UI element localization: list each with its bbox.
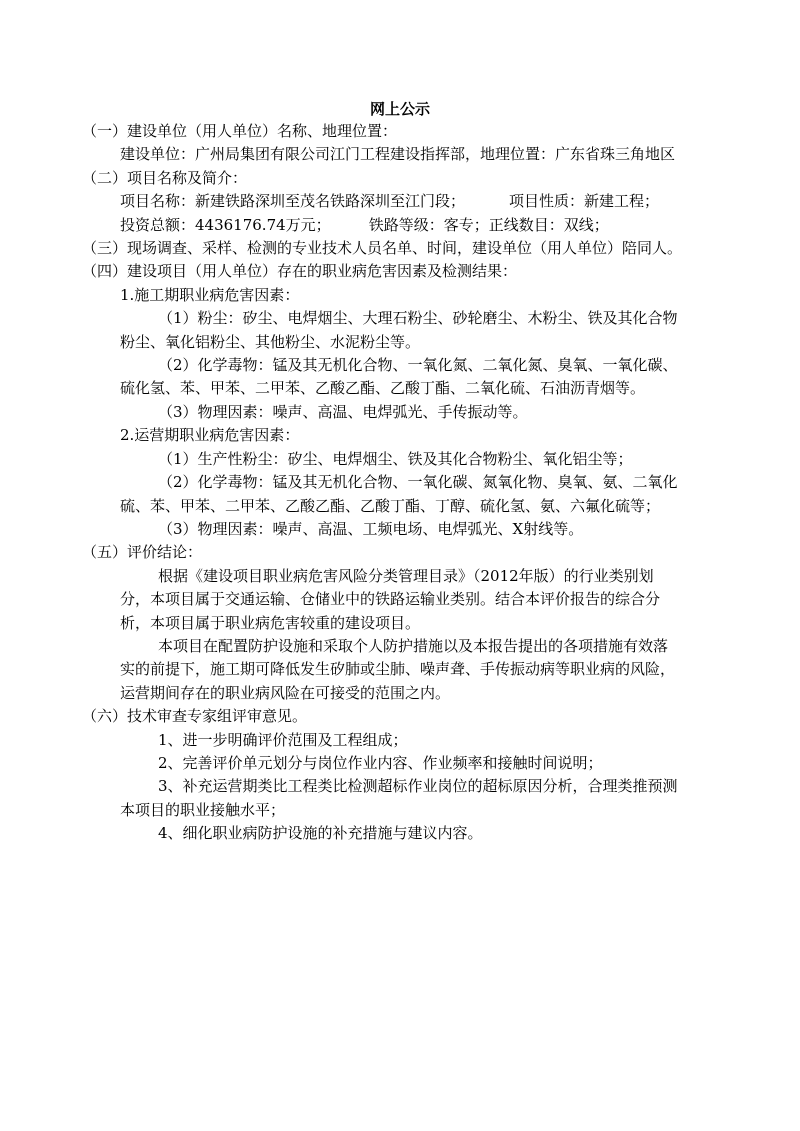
section-4-heading: （四）建设项目（用人单位）存在的职业病危害因素及检测结果： bbox=[82, 262, 518, 281]
section-5-heading: （五）评价结论： bbox=[82, 543, 203, 562]
section-2-line-1 bbox=[82, 190, 682, 213]
project-name: 项目名称：新建铁路深圳至茂名铁路深圳至江门段； bbox=[120, 192, 466, 211]
section-2-heading: （二）项目名称及简介： bbox=[82, 168, 248, 187]
review-item-2: 2、完善评价单元划分与岗位作业内容、作业频率和接触时间说明； bbox=[158, 753, 603, 772]
operation-period-heading: 2.运营期职业病危害因素： bbox=[120, 426, 300, 445]
conclusion-paragraph-2: 本项目在配置防护设施和采取个人防护措施以及本报告提出的各项措施有效落实的前提下，施工期可降低发生矽肺或尘肺、噪声聋、手传振动病等职业病的风险，运营期间存在的职业病风险在可接受的范围之内。 bbox=[120, 636, 676, 702]
construction-item-1: （1）粉尘：矽尘、电焊烟尘、大理石粉尘、砂轮磨尘、木粉尘、铁及其化合物粉尘、氧化铝粉尘、其他粉尘、水泥粉尘等。 bbox=[120, 309, 678, 351]
section-2-line-2: 投资总额：4436176.74万元； 铁路等级：客专；正线数目：双线； bbox=[120, 215, 609, 234]
construction-period-heading: 1.施工期职业病危害因素： bbox=[120, 285, 300, 304]
operation-item-2: （2）化学毒物：锰及其无机化合物、一氧化碳、氮氧化物、臭氧、氨、二氧化硫、苯、甲苯、二甲苯、乙酸乙酯、乙酸丁酯、丁醇、硫化氢、氨、六氟化硫等； bbox=[120, 473, 678, 515]
construction-item-2: （2）化学毒物：锰及其无机化合物、一氧化氮、二氧化氮、臭氧、一氧化碳、硫化氢、苯、甲苯、二甲苯、乙酸乙酯、乙酸丁酯、二氧化硫、石油沥青烟等。 bbox=[120, 356, 678, 398]
document-body bbox=[82, 120, 682, 846]
project-nature: 项目性质：新建工程； bbox=[509, 192, 660, 211]
section-6-heading: （六）技术审查专家组评审意见。 bbox=[82, 707, 308, 726]
section-1-text: 建设单位：广州局集团有限公司江门工程建设指挥部，地理位置：广东省珠三角地区 bbox=[120, 145, 676, 164]
operation-item-3: （3）物理因素：噪声、高温、工频电场、电焊弧光、X射线等。 bbox=[158, 519, 584, 538]
conclusion-paragraph-1: 根据《建设项目职业病危害风险分类管理目录》（2012年版）的行业类别划分，本项目属于交通运输、仓储业中的铁路运输业类别。结合本评价报告的综合分析，本项目属于职业病危害较重的建设项目。 bbox=[120, 566, 661, 632]
review-item-4: 4、细化职业病防护设施的补充措施与建议内容。 bbox=[158, 824, 483, 843]
section-3-heading: （三）现场调查、采样、检测的专业技术人员名单、时间，建设单位（用人单位）陪同人。 bbox=[82, 239, 683, 258]
operation-item-1: （1）生产性粉尘：矽尘、电焊烟尘、铁及其化合物粉尘、氧化铝尘等； bbox=[158, 449, 633, 468]
review-item-1: 1、进一步明确评价范围及工程组成； bbox=[158, 730, 408, 749]
review-item-3: 3、补充运营期类比工程类比检测超标作业岗位的超标原因分析，合理类推预测本项目的职业接触水平； bbox=[120, 777, 678, 819]
section-1-heading: （一）建设单位（用人单位）名称、地理位置： bbox=[82, 122, 398, 140]
construction-item-3: （3）物理因素：噪声、高温、电焊弧光、手传振动等。 bbox=[158, 402, 528, 421]
page-title: 网上公示 bbox=[369, 100, 430, 118]
